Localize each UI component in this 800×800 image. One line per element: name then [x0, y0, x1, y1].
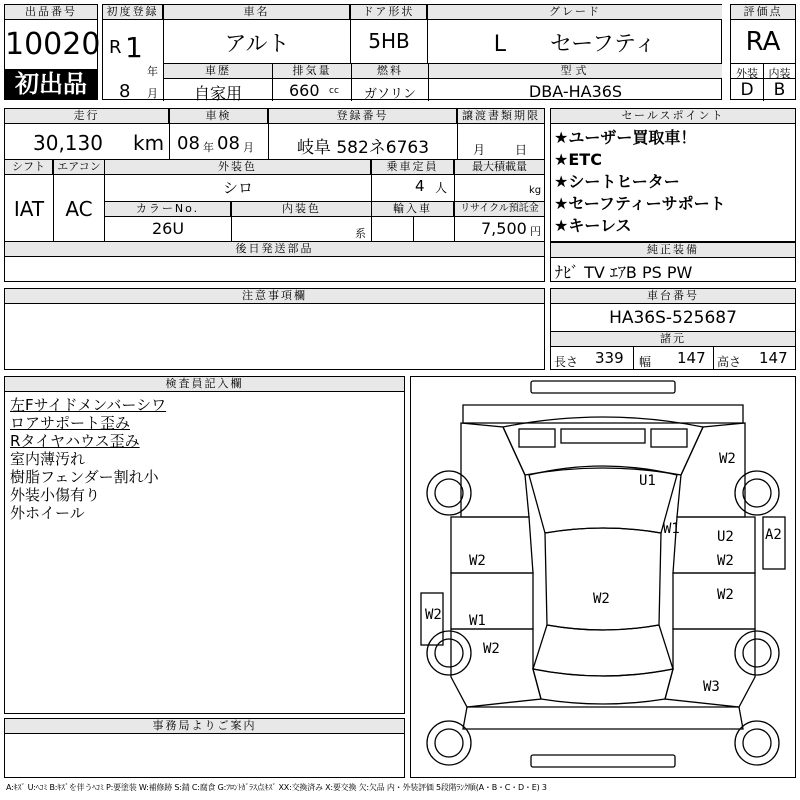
color-no-label: カラーNo.	[105, 202, 231, 217]
right-headlight	[651, 429, 687, 447]
inspector-label: 検査員記入欄	[5, 377, 404, 392]
dims-label: 諸元	[551, 332, 795, 347]
rear-left-wheel	[427, 631, 471, 675]
capacity-label: 乗車定員	[372, 160, 454, 175]
interior-label: 内装	[768, 67, 791, 80]
displacement: 660	[289, 81, 320, 100]
int-color-label: 内装色	[232, 202, 372, 217]
right-side-panel	[763, 517, 785, 569]
spare-right	[735, 721, 779, 765]
interior-grade: B	[773, 80, 786, 100]
mark-a2: A2	[765, 527, 782, 543]
mark-w2-l-rear: W2	[483, 641, 500, 657]
mark-w2-l-door-f: W2	[469, 553, 486, 569]
grade: L セーフティ	[493, 32, 657, 57]
left-front-door	[451, 517, 533, 573]
recycle-unit: 円	[530, 225, 541, 238]
mark-w2-r-door-f: W2	[717, 553, 734, 569]
history: 自家用	[193, 84, 242, 103]
exterior-label: 外装	[736, 67, 758, 80]
registration: 岐阜 582ネ6763	[296, 138, 430, 158]
history-label: 車歴	[164, 64, 272, 78]
rear-bumper	[463, 707, 743, 729]
sales-points-box	[550, 108, 796, 242]
score: RA	[745, 27, 781, 57]
right-rear-door	[673, 573, 755, 629]
transfer-month-unit: 月	[473, 143, 486, 157]
inspector-note-line: Rタイヤハウス歪み	[10, 432, 140, 450]
sales-point: ★シートヒーター	[554, 172, 680, 191]
length-label: 長さ	[554, 355, 579, 369]
grille	[561, 429, 645, 443]
inspector-note-line: 外装小傷有り	[10, 486, 101, 504]
chassis-number: HA36S-525687	[609, 308, 737, 328]
int-color-unit: 系	[355, 227, 366, 240]
sales-point: ★キーレス	[554, 216, 632, 235]
rear-right-wheel	[735, 631, 779, 675]
ext-color-label: 外装色	[105, 160, 371, 175]
front-bumper	[463, 405, 743, 423]
car-diagram-svg	[411, 377, 795, 777]
equipment-value: ﾅﾋﾞ TV ｴｱB PS PW	[555, 263, 693, 282]
lot-number: 10020	[5, 27, 101, 62]
sales-point: ★ETC	[554, 150, 602, 169]
sales-point: ★ユーザー買取車！	[554, 128, 697, 147]
import-label: 輸入車	[372, 202, 454, 217]
left-headlight	[519, 429, 555, 447]
sales-points-label: セールスポイント	[551, 109, 795, 124]
inspector-note-line: 左Fサイドメンバーシワ	[10, 396, 167, 414]
mileage-unit: km	[133, 131, 165, 155]
notes-box	[4, 288, 545, 370]
displacement-unit: cc	[329, 86, 339, 96]
model-label: 型式	[429, 64, 722, 78]
front-right-wheel	[735, 471, 779, 515]
load-unit: kg	[529, 185, 542, 196]
year-unit: 年	[147, 65, 158, 78]
width-label: 幅	[639, 355, 652, 369]
grade-label: グレード	[428, 5, 722, 20]
mark-u1: U1	[639, 473, 656, 489]
inspector-notes	[10, 396, 166, 522]
inspection-month: 08	[217, 133, 240, 154]
rear-bumper-bottom	[531, 755, 675, 767]
capacity-unit: 人	[435, 181, 448, 195]
spare-left	[427, 721, 471, 765]
mark-w3: W3	[703, 679, 720, 695]
first-listing-badge: 初出品	[5, 69, 97, 99]
first-reg-label: 初度登録	[103, 5, 163, 20]
office-label: 事務局よりご案内	[5, 719, 404, 734]
registration-label: 登録番号	[269, 109, 457, 124]
score-box	[730, 4, 796, 100]
chassis-label: 車台番号	[551, 289, 795, 304]
sales-point: ★セーフティーサポート	[554, 194, 726, 213]
ac-label: エアコン	[54, 160, 104, 175]
inspector-box	[4, 376, 405, 714]
roof	[545, 528, 661, 630]
recycle: 7,500	[481, 219, 527, 238]
shift-label: シフト	[5, 160, 53, 175]
year: 1	[125, 31, 143, 64]
score-label: 評価点	[731, 5, 795, 20]
mileage: 30,130	[33, 131, 103, 155]
inspector-note-line: 樹脂フェンダー割れ小	[10, 468, 159, 486]
sales-points-list	[554, 127, 726, 237]
mark-u2: U2	[717, 529, 734, 545]
inspector-note-line: ロアサポート歪み	[10, 414, 131, 432]
damage-diagram	[410, 376, 796, 778]
model: DBA-HA36S	[528, 82, 623, 101]
length: 339	[595, 349, 624, 367]
hatch	[533, 669, 673, 704]
mark-w2-l-side: W2	[425, 607, 442, 623]
exterior-grade: D	[740, 80, 754, 100]
inspection-month-unit: 月	[243, 141, 254, 154]
lot-number-box	[4, 4, 101, 100]
mark-w2-roof: W2	[593, 591, 610, 607]
capacity: 4	[415, 177, 425, 195]
mark-w1-rf-fender: W1	[663, 521, 680, 537]
inspection-year: 08	[177, 133, 200, 154]
inspection-year-unit: 年	[203, 141, 214, 154]
ext-color: シロ	[222, 179, 253, 197]
notes-label: 注意事項欄	[5, 289, 544, 304]
car-name: アルト	[224, 32, 290, 57]
vehicle-header	[102, 4, 722, 103]
height: 147	[759, 349, 788, 367]
transfer-day-unit: 日	[515, 143, 528, 157]
displacement-label: 排気量	[273, 64, 351, 78]
mileage-label: 走行	[5, 109, 169, 124]
mark-w2-rf-wheel: W2	[719, 451, 736, 467]
later-parts-label: 後日発送部品	[5, 242, 544, 257]
lot-label: 出品番号	[5, 5, 97, 20]
rear-window	[533, 625, 673, 676]
legend: A:ｷｽﾞ U:ﾍｺﾐ B:ｷｽﾞを伴うﾍｺﾐ P:要塗装 W:補修跡 S:錆 C:腐食 G:ﾌﾛﾝﾄｶﾞﾗｽ点ｷｽﾞ XX:交換済み X:要交換 欠:欠品 内・外装評価 5段階ﾗﾝｸ順(A・B・C・D・E) 3	[6, 783, 547, 792]
width: 147	[677, 349, 706, 367]
height-label: 高さ	[717, 355, 742, 369]
color-no: 26U	[151, 219, 185, 238]
month-unit: 月	[147, 87, 158, 100]
inspection-label: 車検	[170, 109, 268, 124]
office-box	[4, 718, 405, 778]
equipment-box	[550, 242, 796, 282]
inspector-note-line: 室内薄汚れ	[10, 450, 86, 468]
door-label: ドア形状	[351, 5, 427, 20]
door-type: 5HB	[368, 29, 410, 53]
ac: AC	[65, 197, 93, 221]
fuel: ガソリン	[363, 87, 416, 102]
inspector-note-line: 外ホイール	[10, 504, 85, 522]
mark-w1-l-door-r: W1	[469, 613, 486, 629]
recycle-label: リサイクル預託金	[455, 202, 544, 217]
left-rear-door	[451, 573, 533, 629]
chassis-box	[550, 288, 796, 370]
front-bumper-top	[531, 381, 675, 393]
right-front-door	[673, 517, 755, 573]
info-block	[4, 108, 545, 282]
load-label: 最大積載量	[455, 160, 544, 175]
equipment-label: 純正装備	[551, 243, 795, 258]
fuel-label: 燃料	[352, 64, 428, 78]
mark-w2-r-door-r: W2	[717, 587, 734, 603]
front-left-wheel	[427, 471, 471, 515]
era: R	[109, 37, 122, 58]
month: 8	[119, 81, 131, 102]
shift: IAT	[13, 197, 45, 221]
car-name-label: 車名	[164, 5, 350, 20]
transfer-label: 譲渡書類期限	[458, 109, 544, 124]
